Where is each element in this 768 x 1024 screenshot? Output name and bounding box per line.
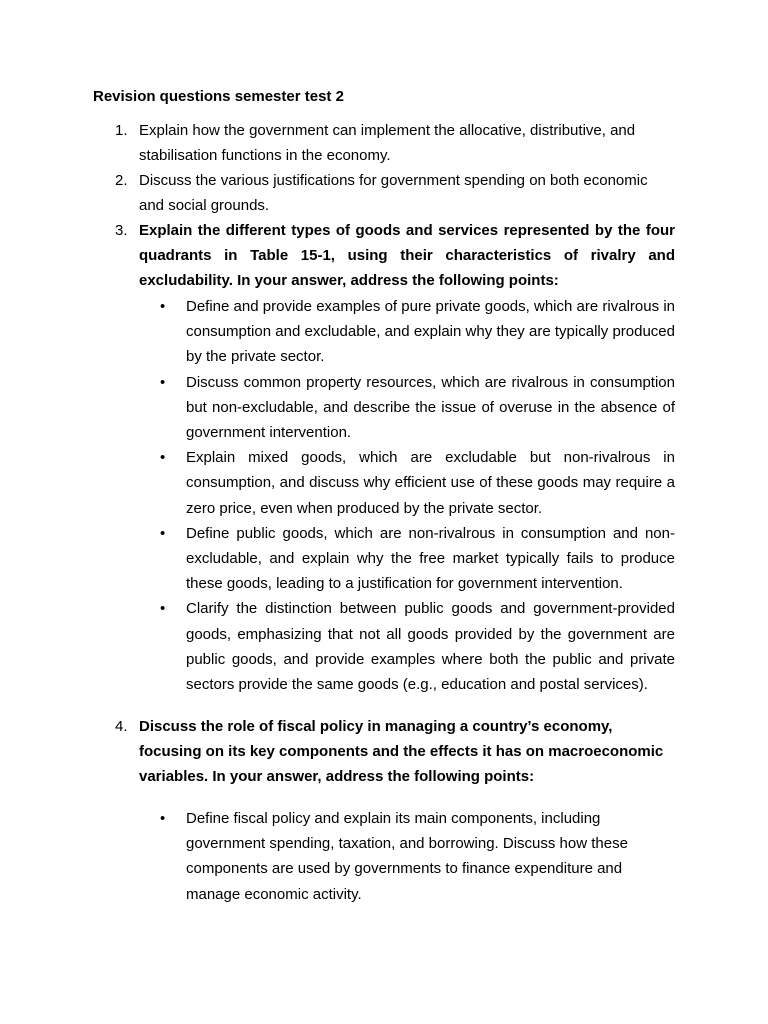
question-text: Explain the different types of goods and services represented by the four quadrants in Table 15-1, using their characteristics of rivalry and excludability. In your answer, address the following points: <box>139 222 675 290</box>
list-item <box>160 596 675 697</box>
list-item <box>160 445 675 521</box>
bullet-icon: • <box>160 449 166 467</box>
list-item <box>160 294 675 370</box>
question-number: 3. <box>115 222 128 239</box>
list-item <box>160 370 675 446</box>
question-4 <box>115 714 675 790</box>
bullet-icon: • <box>160 373 166 391</box>
question-1 <box>115 118 675 168</box>
question-3 <box>115 218 675 294</box>
bullet-text: Explain mixed goods, which are excludable but non-rivalrous in consumption, and discuss why efficient use of these goods may require a zero price, even when produced by the private sector. <box>186 449 675 517</box>
document-title: Revision questions semester test 2 <box>93 88 344 105</box>
question-number: 1. <box>115 122 128 139</box>
list-item <box>160 806 675 907</box>
question-3-bullet-list <box>160 294 675 697</box>
bullet-text: Clarify the distinction between public goods and government-provided goods, emphasizing that not all goods provided by the government are public goods, and provide examples where both the public and private sectors provide the same goods (e.g., education and postal services). <box>186 600 675 694</box>
bullet-icon: • <box>160 810 166 827</box>
question-text: Discuss the various justifications for government spending on both economic and social grounds. <box>139 172 648 215</box>
bullet-icon: • <box>160 298 166 315</box>
bullet-text: Discuss common property resources, which are rivalrous in consumption but non-excludable, and describe the issue of overuse in the absence of government intervention. <box>186 373 675 442</box>
question-number: 4. <box>115 718 128 735</box>
question-number: 2. <box>115 172 128 189</box>
question-2 <box>115 168 675 218</box>
bullet-text: Define public goods, which are non-rivalrous in consumption and non-excludable, and explain why the free market typically fails to produce these goods, leading to a justification for government intervention. <box>186 524 675 593</box>
list-item <box>160 521 675 597</box>
question-text: Discuss the role of fiscal policy in managing a country’s economy, focusing on its key components and the effects it has on macroeconomic variables. In your answer, address the following points: <box>139 718 664 786</box>
question-text: Explain how the government can implement the allocative, distributive, and stabilisation functions in the economy. <box>139 122 636 165</box>
bullet-icon: • <box>160 600 166 618</box>
bullet-text: Define and provide examples of pure private goods, which are rivalrous in consumption and excludable, and explain why they are typically produced by the private sector. <box>186 298 675 366</box>
question-4-bullet-list <box>160 806 675 907</box>
bullet-text: Define fiscal policy and explain its main components, including government spending, taxation, and borrowing. Discuss how these components are used by governments to finance expenditure and manage economic activity. <box>186 810 628 903</box>
bullet-icon: • <box>160 524 166 542</box>
